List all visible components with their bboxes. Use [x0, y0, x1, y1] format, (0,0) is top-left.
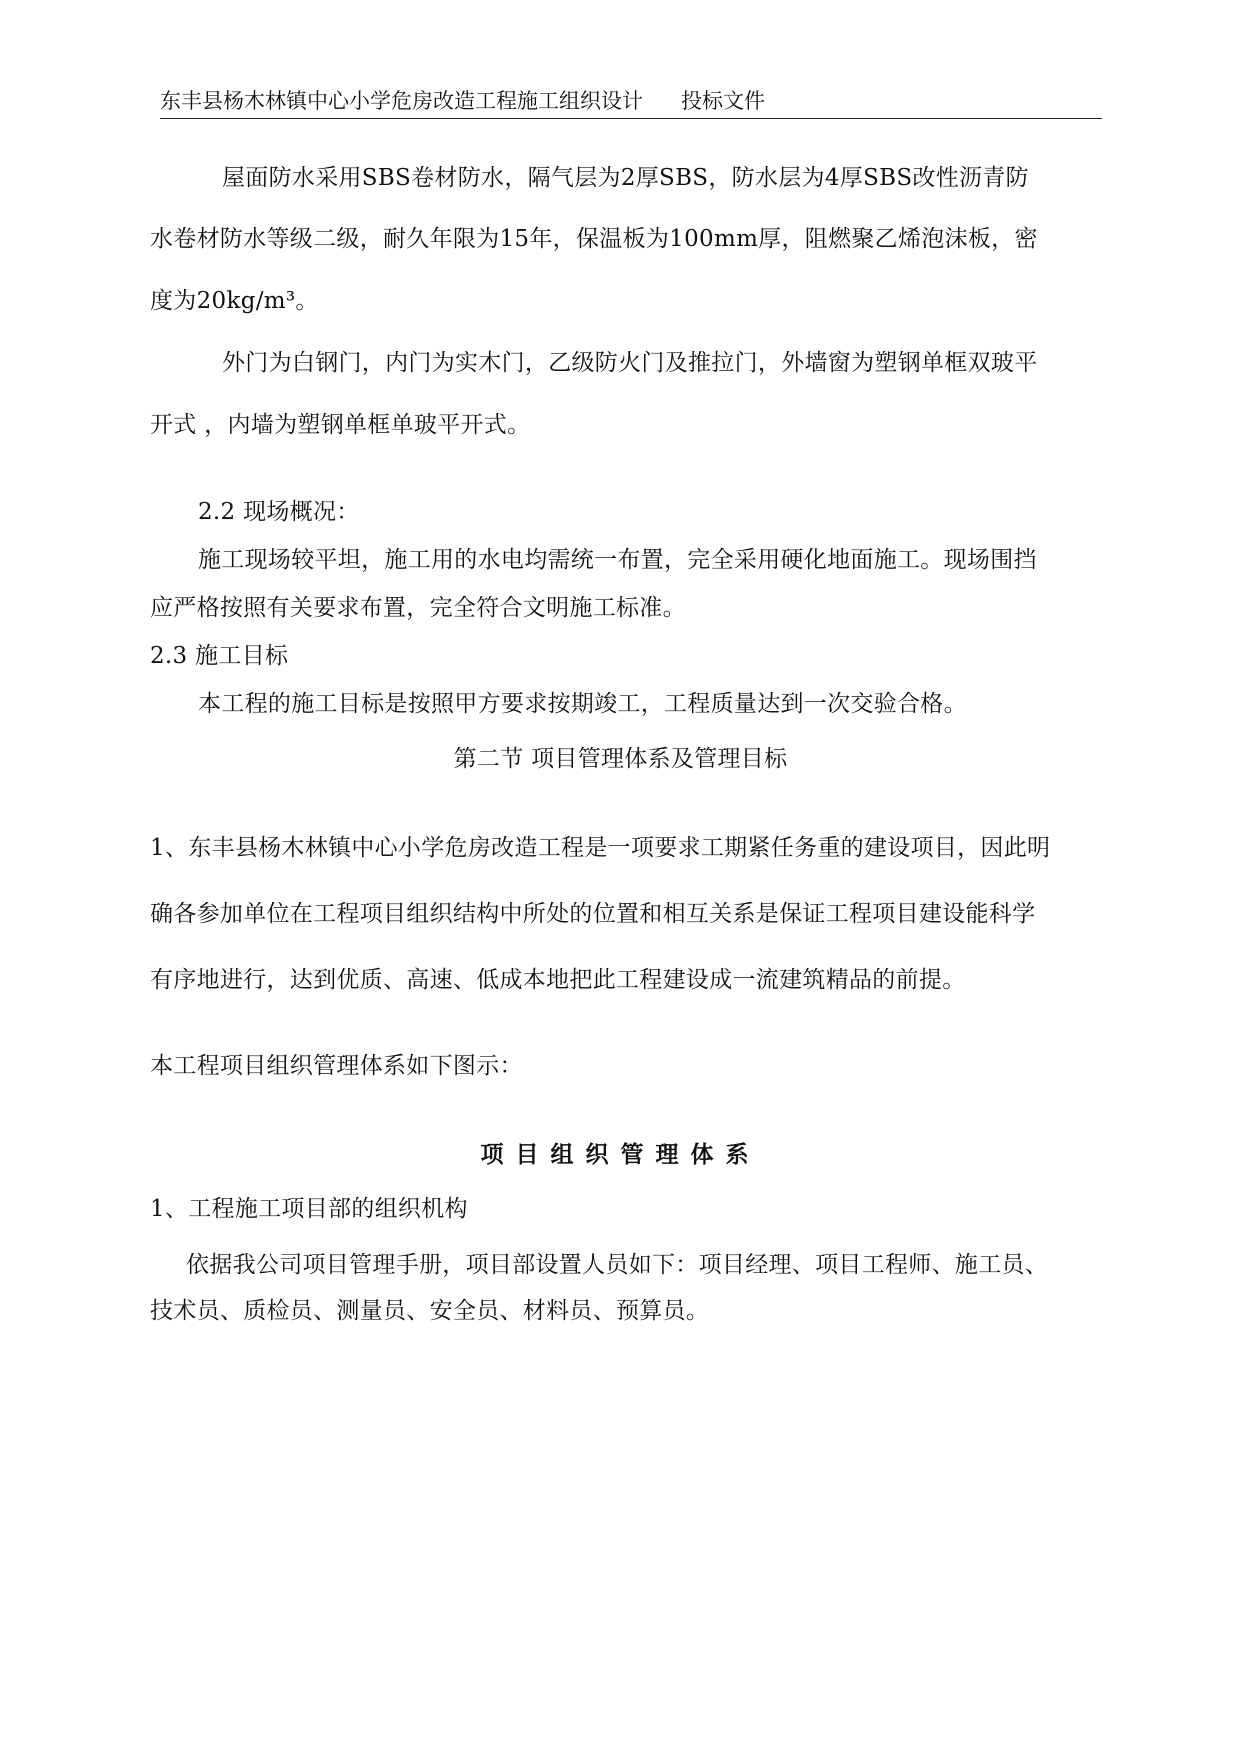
section-2-p1-line-3: 有序地进行，达到优质、高速、低成本地把此工程建设成一流建筑精品的前提。 [150, 967, 966, 993]
doors-line-2: 开式 ，内墙为塑钢单框单玻平开式。 [150, 412, 531, 438]
section-2-p2: 本工程项目组织管理体系如下图示： [150, 1053, 523, 1079]
org-heading: 项目组织管理体系 [480, 1142, 761, 1168]
roof-line-2: 水卷材防水等级二级，耐久年限为15年，保温板为100mm厚，阻燃聚乙烯泡沫板，密 [150, 226, 1038, 252]
section-2-p1-line-1: 1、东丰县杨木林镇中心小学危房改造工程是一项要求工期紧任务重的建设项目，因此明 [150, 835, 1051, 861]
section-2-p1-line-2: 确各参加单位在工程项目组织结构中所处的位置和相互关系是保证工程项目建设能科学 [150, 901, 1036, 927]
doors-line-1: 外门为白钢门，内门为实木门，乙级防火门及推拉门，外墙窗为塑钢单框双玻平 [222, 350, 1038, 376]
roof-line-1: 屋面防水采用SBS卷材防水，隔气层为2厚SBS，防水层为4厚SBS改性沥青防 [222, 165, 1029, 191]
section-2-title: 第二节 项目管理体系及管理目标 [453, 746, 788, 772]
header-doc-type: 投标文件 [681, 89, 765, 113]
page-header [160, 86, 1102, 119]
org-item-1-title: 1、工程施工项目部的组织机构 [150, 1196, 468, 1222]
header-title: 东丰县杨木林镇中心小学危房改造工程施工组织设计 [160, 89, 643, 113]
roof-line-3: 度为20kg/m³。 [150, 288, 319, 314]
section-2-2-title: 2.2 现场概况： [198, 499, 360, 525]
section-2-2-line-1: 施工现场较平坦，施工用的水电均需统一布置，完全采用硬化地面施工。现场围挡 [198, 547, 1037, 573]
section-2-2-line-2: 应严格按照有关要求布置，完全符合文明施工标准。 [150, 595, 686, 621]
org-line-2: 技术员、质检员、测量员、安全员、材料员、预算员。 [150, 1298, 710, 1324]
org-line-1: 依据我公司项目管理手册，项目部设置人员如下：项目经理、项目工程师、施工员、 [186, 1252, 1049, 1278]
section-2-3-title: 2.3 施工目标 [150, 643, 289, 669]
section-2-3-line-1: 本工程的施工目标是按照甲方要求按期竣工，工程质量达到一次交验合格。 [198, 691, 967, 717]
